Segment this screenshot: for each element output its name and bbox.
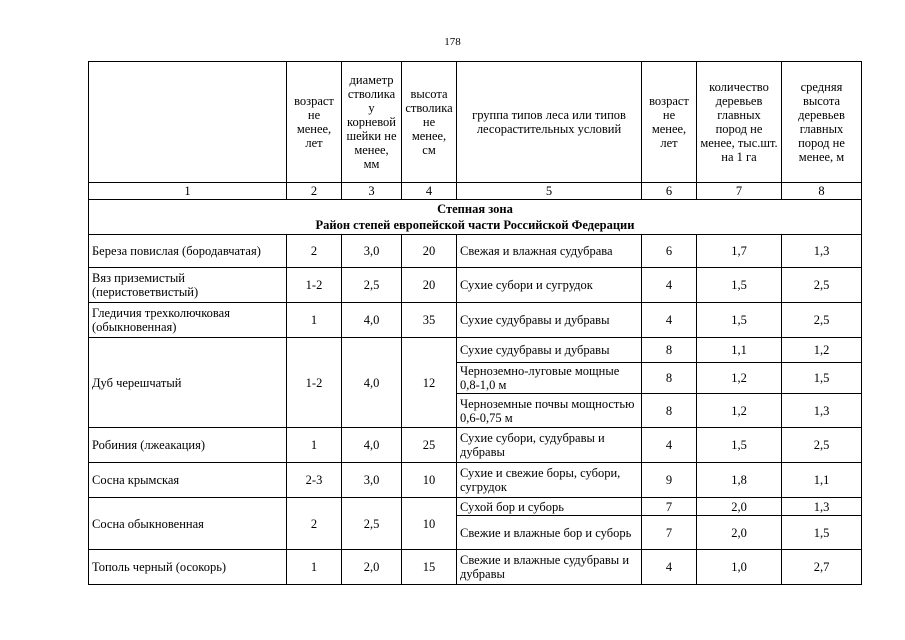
mean-height-cell: 1,3 — [782, 394, 862, 428]
forest-type-cell: Черноземные почвы мощностью 0,6-0,75 м — [457, 394, 642, 428]
column-number: 8 — [782, 183, 862, 200]
table-row — [89, 268, 862, 303]
diameter-cell: 2,0 — [342, 550, 402, 585]
stand-age-cell: 8 — [642, 394, 697, 428]
height-cell: 20 — [402, 235, 457, 268]
table-row — [89, 235, 862, 268]
diameter-cell: 3,0 — [342, 235, 402, 268]
page-number: 178 — [444, 36, 461, 48]
table-row — [89, 303, 862, 338]
planting-age-cell: 1-2 — [287, 338, 342, 428]
species-cell: Сосна обыкновенная — [89, 498, 287, 550]
mean-height-cell: 2,5 — [782, 303, 862, 338]
stand-age-cell: 4 — [642, 428, 697, 463]
species-cell: Робиния (лжеакация) — [89, 428, 287, 463]
species-cell: Дуб черешчатый — [89, 338, 287, 428]
species-cell: Сосна крымская — [89, 463, 287, 498]
forest-type-cell: Свежие и влажные бор и суборь — [457, 516, 642, 550]
header-cell-2: возраст не менее, лет — [287, 62, 342, 183]
tree-count-cell: 1,0 — [697, 550, 782, 585]
mean-height-cell: 2,7 — [782, 550, 862, 585]
column-number: 7 — [697, 183, 782, 200]
stand-age-cell: 8 — [642, 338, 697, 363]
species-cell: Гледичия трехколючковая (обыкновенная) — [89, 303, 287, 338]
column-number: 4 — [402, 183, 457, 200]
tree-count-cell: 1,5 — [697, 428, 782, 463]
mean-height-cell: 1,1 — [782, 463, 862, 498]
header-cell-1 — [89, 62, 287, 183]
species-cell: Вяз приземистый (перистоветвистый) — [89, 268, 287, 303]
stand-age-cell: 8 — [642, 363, 697, 394]
header-cell-8: средняя высота деревьев главных пород не менее, м — [782, 62, 862, 183]
stand-age-cell: 9 — [642, 463, 697, 498]
diameter-cell: 4,0 — [342, 428, 402, 463]
stand-age-cell: 4 — [642, 268, 697, 303]
stand-age-cell: 7 — [642, 516, 697, 550]
zone-subtitle: Район степей европейской части Российской Федерации — [315, 218, 635, 232]
mean-height-cell: 1,5 — [782, 516, 862, 550]
species-cell: Береза повислая (бородавчатая) — [89, 235, 287, 268]
zone-heading — [89, 200, 862, 235]
mean-height-cell: 2,5 — [782, 268, 862, 303]
tree-count-cell: 2,0 — [697, 498, 782, 516]
tree-count-cell: 1,1 — [697, 338, 782, 363]
planting-age-cell: 1 — [287, 550, 342, 585]
planting-age-cell: 2 — [287, 235, 342, 268]
tree-count-cell: 1,2 — [697, 363, 782, 394]
forest-type-cell: Сухие субори, судубравы и дубравы — [457, 428, 642, 463]
height-cell: 20 — [402, 268, 457, 303]
mean-height-cell: 1,5 — [782, 363, 862, 394]
header-cell-7: количество деревьев главных пород не менее, тыс.шт. на 1 га — [697, 62, 782, 183]
stand-age-cell: 4 — [642, 303, 697, 338]
mean-height-cell: 2,5 — [782, 428, 862, 463]
planting-age-cell: 2-3 — [287, 463, 342, 498]
table-row — [89, 428, 862, 463]
column-number: 1 — [89, 183, 287, 200]
zone-title: Степная зона — [437, 202, 513, 216]
height-cell: 25 — [402, 428, 457, 463]
mean-height-cell: 1,3 — [782, 235, 862, 268]
column-number: 6 — [642, 183, 697, 200]
header-cell-5: группа типов леса или типов лесорастительных условий — [457, 62, 642, 183]
forest-type-cell: Сухие субори и сугрудок — [457, 268, 642, 303]
stand-age-cell: 7 — [642, 498, 697, 516]
planting-age-cell: 2 — [287, 498, 342, 550]
height-cell: 12 — [402, 338, 457, 428]
table-row — [89, 498, 862, 516]
mean-height-cell: 1,3 — [782, 498, 862, 516]
header-cell-3: диаметр стволика у корневой шейки не менее, мм — [342, 62, 402, 183]
table-row — [89, 463, 862, 498]
header-cell-4: высота стволика не менее, см — [402, 62, 457, 183]
diameter-cell: 2,5 — [342, 268, 402, 303]
tree-count-cell: 1,8 — [697, 463, 782, 498]
standards-table — [88, 61, 862, 585]
height-cell: 15 — [402, 550, 457, 585]
stand-age-cell: 6 — [642, 235, 697, 268]
planting-age-cell: 1 — [287, 428, 342, 463]
tree-count-cell: 1,5 — [697, 303, 782, 338]
table-row — [89, 550, 862, 585]
tree-count-cell: 2,0 — [697, 516, 782, 550]
forest-type-cell: Свежая и влажная судубрава — [457, 235, 642, 268]
tree-count-cell: 1,5 — [697, 268, 782, 303]
header-row — [89, 62, 862, 183]
species-cell: Тополь черный (осокорь) — [89, 550, 287, 585]
column-number: 2 — [287, 183, 342, 200]
forest-type-cell: Черноземно-луговые мощные 0,8-1,0 м — [457, 363, 642, 394]
height-cell: 35 — [402, 303, 457, 338]
forest-type-cell: Сухие судубравы и дубравы — [457, 303, 642, 338]
column-number-row — [89, 183, 862, 200]
mean-height-cell: 1,2 — [782, 338, 862, 363]
height-cell: 10 — [402, 498, 457, 550]
tree-count-cell: 1,2 — [697, 394, 782, 428]
diameter-cell: 3,0 — [342, 463, 402, 498]
planting-age-cell: 1 — [287, 303, 342, 338]
header-cell-6: возраст не менее, лет — [642, 62, 697, 183]
forest-type-cell: Сухие судубравы и дубравы — [457, 338, 642, 363]
diameter-cell: 4,0 — [342, 303, 402, 338]
forest-type-cell: Сухой бор и суборь — [457, 498, 642, 516]
diameter-cell: 2,5 — [342, 498, 402, 550]
zone-row — [89, 200, 862, 235]
table-row — [89, 338, 862, 363]
stand-age-cell: 4 — [642, 550, 697, 585]
height-cell: 10 — [402, 463, 457, 498]
column-number: 3 — [342, 183, 402, 200]
tree-count-cell: 1,7 — [697, 235, 782, 268]
diameter-cell: 4,0 — [342, 338, 402, 428]
forest-type-cell: Свежие и влажные судубравы и дубравы — [457, 550, 642, 585]
column-number: 5 — [457, 183, 642, 200]
planting-age-cell: 1-2 — [287, 268, 342, 303]
forest-type-cell: Сухие и свежие боры, субори, сугрудок — [457, 463, 642, 498]
